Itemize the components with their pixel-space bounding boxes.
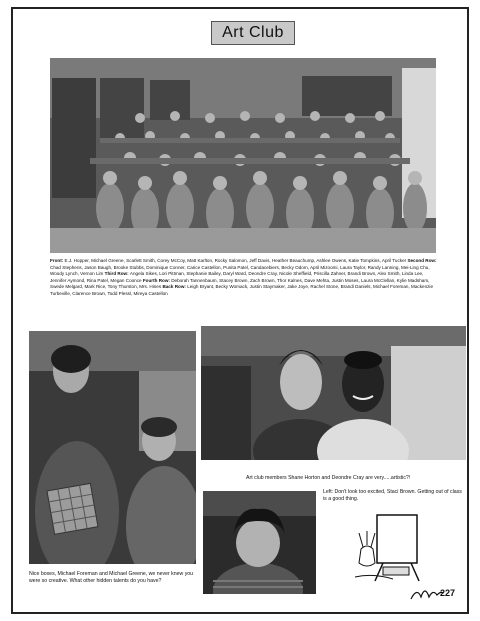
yearbook-page <box>11 7 469 614</box>
caption-front-names: E.J. Hopper, Michael Greene, Scarlett Smith, Corey McCoy, Matt Karlton, Rocky Salomon, Jeff Davis, Heather Beauchump, Ashlee Owens, Katie Tompkins, April Tucker <box>64 258 408 263</box>
art-easel-drawing <box>353 511 433 583</box>
caption-third-names: Angela Sikes, Lori Pittman, Stephanie Bailey, Daryl Ward, Deondre Cray, Nicole Sheffield, Priscilla Zahner, Brandi Brown, Alex Smith, Linda Lee, Jennifer Aymond, <box>50 271 424 283</box>
caption-second-label: Second Row: <box>407 258 437 263</box>
caption-fourth-names-cont: Moses, Laura McClellan, Kylie Madsham, Swede Melgard, Mark Rice, Tony Thurston, <box>50 277 430 290</box>
caption-fourth-label: Fourth Row: <box>142 277 172 283</box>
caption-fourth-names-end: Mrs. Hines <box>139 284 163 290</box>
left-photo <box>203 491 316 594</box>
group-photo <box>50 58 436 253</box>
caption-back-names: Leigh Bryant, Becky Womack, Justin Staymaker, Jake Joye, Rachel Stone, Brandi Daniels, Michael Foreman, Mackenzie Turbeville, Clarence Brown, Todd Plessl, Mireya Castellon <box>50 284 433 296</box>
caption-back-label: Back Row: <box>162 284 188 290</box>
caption-fourth-names: Deborah Tannenbaum, Stacey Brown, Zach Brown, Thor Kalnes, Dave Mehta, Justin <box>171 277 345 283</box>
boxes-photo <box>29 331 196 564</box>
boxes-caption: Nice boxes, Michael Foreman and Michael Greene, we never knew you were so creative. What other hidden talents do you have? <box>29 571 194 585</box>
left-caption: Left: Don't look too excited, Staci Brown. Getting out of class is a good thing. <box>323 489 462 503</box>
caption-third-names-cont: Rina Patel, Megan Coonce <box>86 277 143 283</box>
members-caption: Art club members Shane Horton and Deondre Cray are very.....artistic?! <box>246 475 411 481</box>
page-number: 227 <box>439 588 455 598</box>
page-title: Art Club <box>211 21 295 45</box>
caption-third-label: Third Row: <box>104 271 130 277</box>
caption-second-names: Chad Stephens, Jason Baugh, Brooke Stubbs, Dominique Conner, Carice Castellon, Punita Patel, Candacebiers, Becky Odom, April Mizoomi, Laura Taylor, Randy Lanning, Mei-Ling Chu, Woody Lynch, Vernon Lim <box>50 264 430 277</box>
caption-front-label: Front: <box>50 258 65 263</box>
group-photo-caption <box>50 258 438 298</box>
members-photo <box>201 326 466 460</box>
